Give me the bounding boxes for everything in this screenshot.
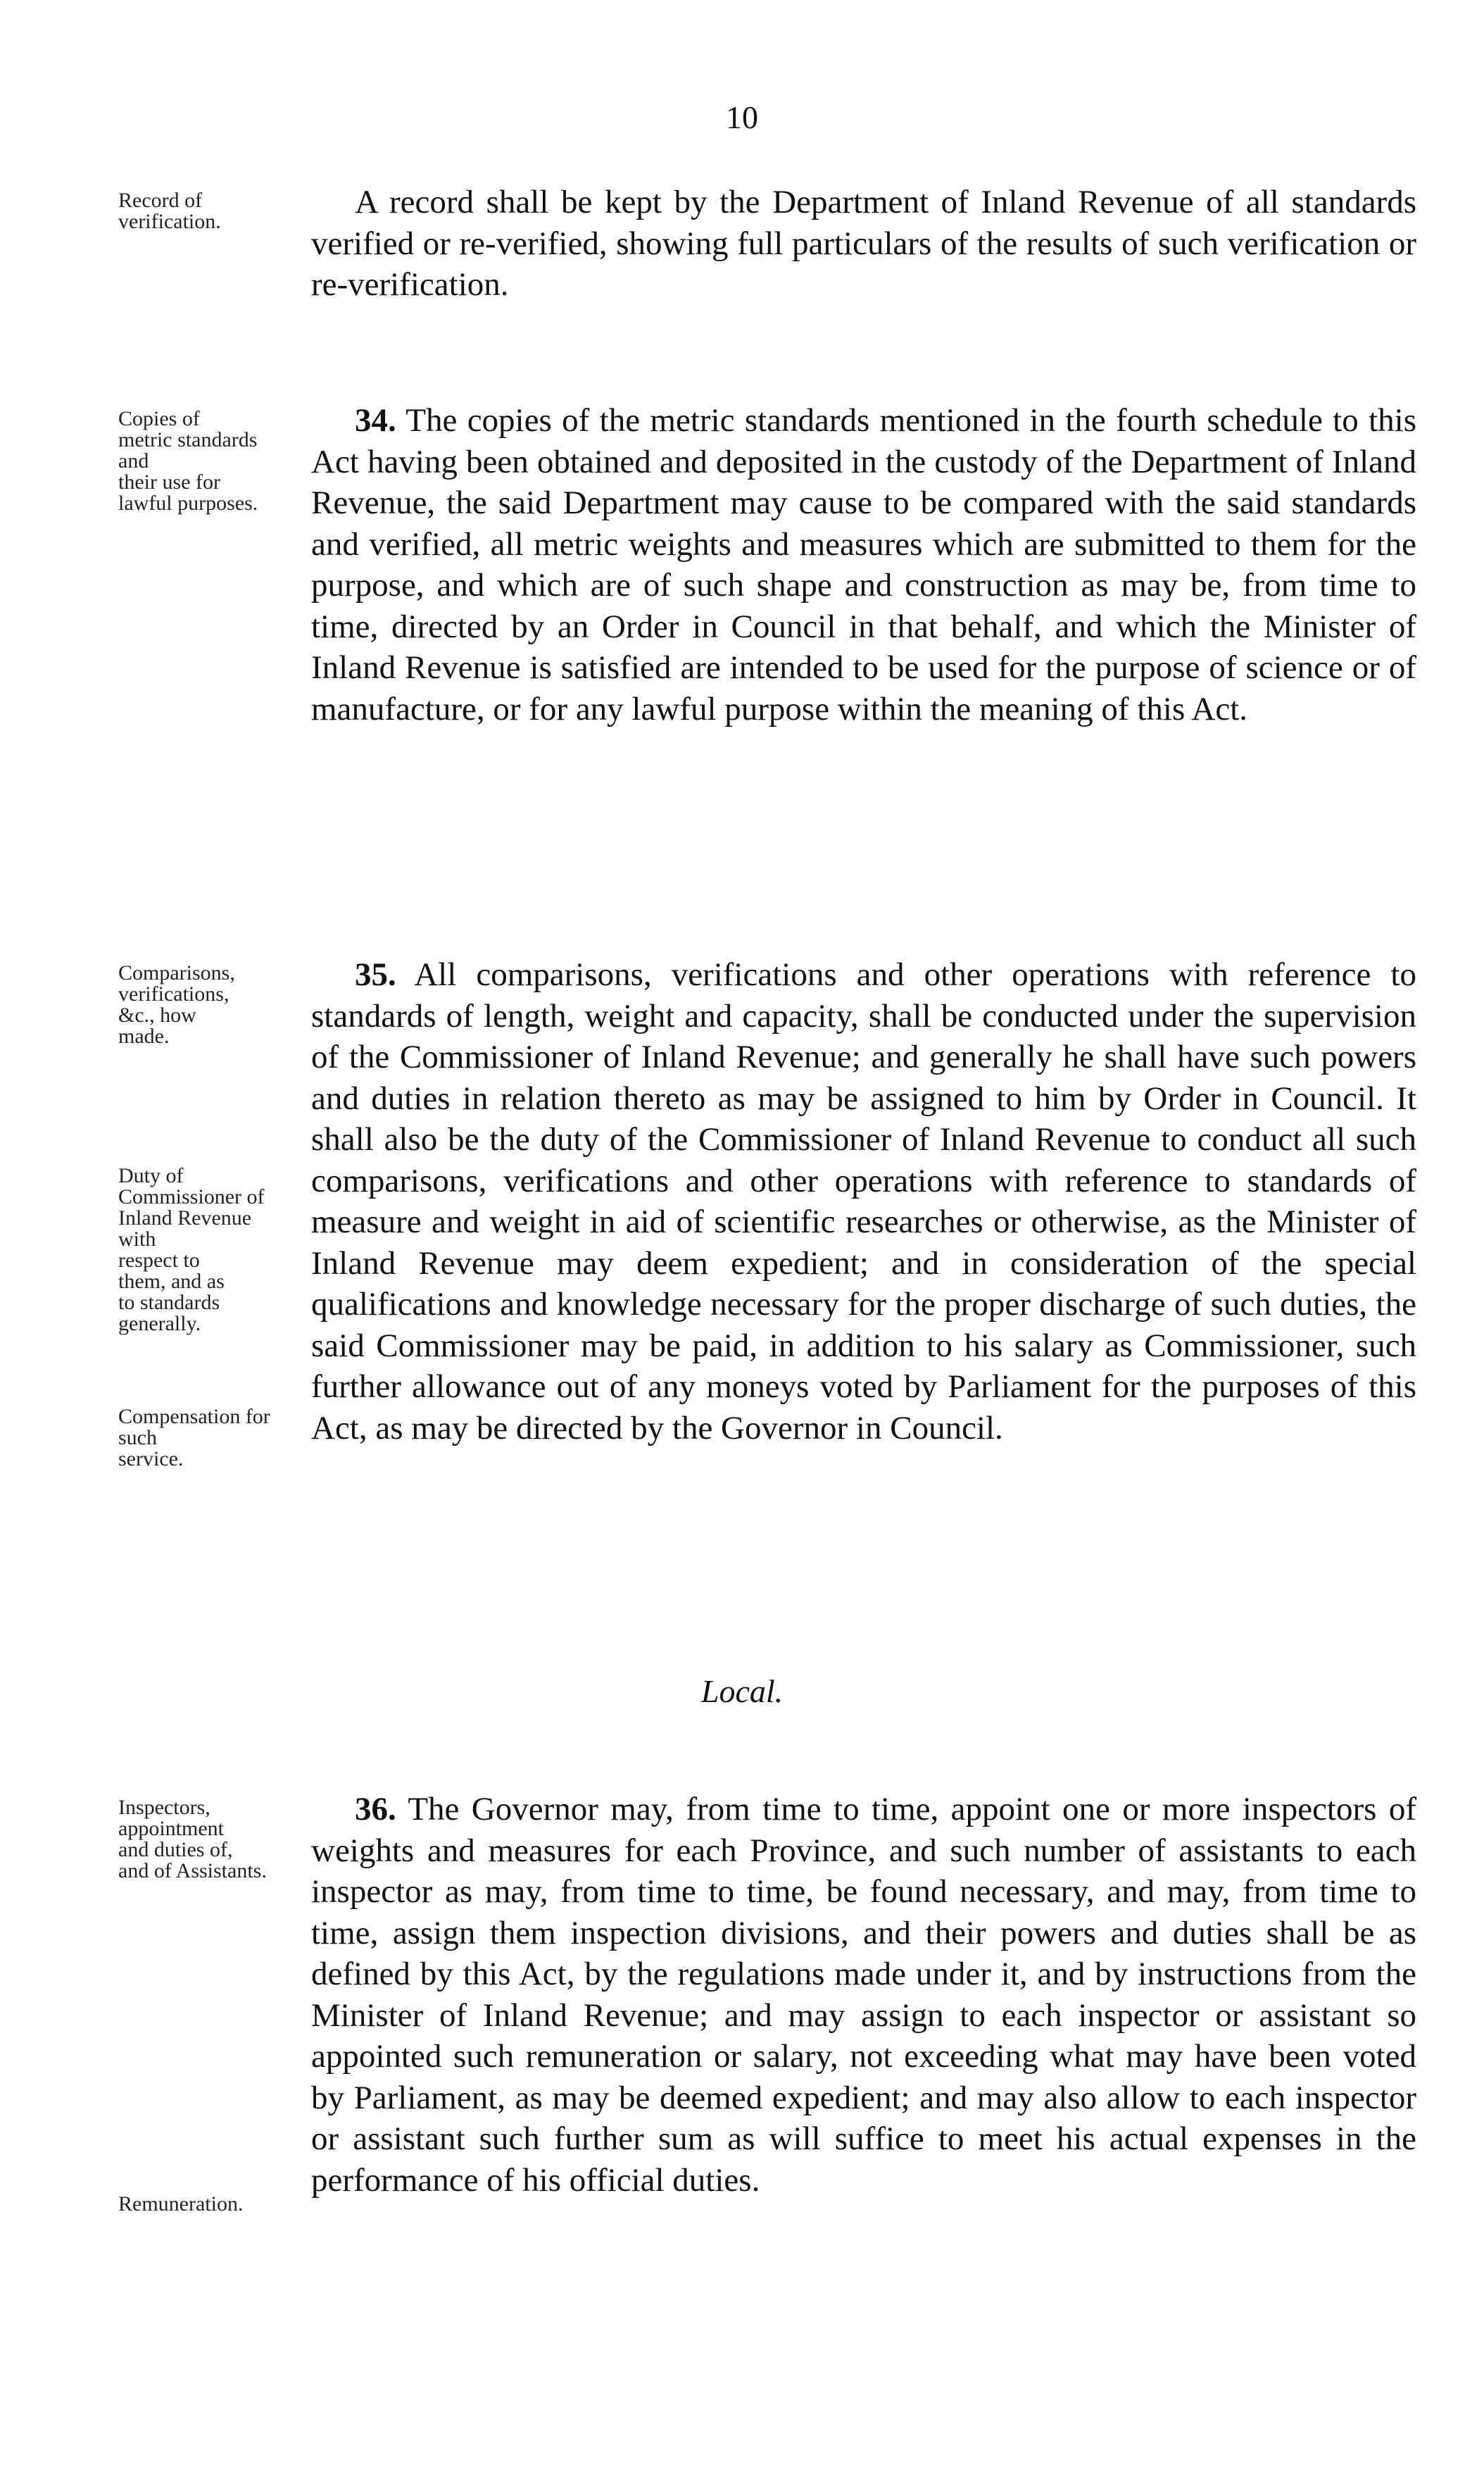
section-number: 35. — [355, 956, 396, 993]
margin-note: Record of verification. — [118, 189, 221, 233]
section-number: 34. — [355, 402, 396, 439]
section-number: 36. — [355, 1791, 396, 1827]
margin-note: Compensation for such service. — [118, 1405, 270, 1470]
section-text — [311, 182, 1416, 306]
margin-note: Remuneration. — [118, 2192, 244, 2215]
margin-note: Inspectors, appointment and duties of, and of Assistants. — [118, 1796, 267, 1882]
margin-note: Comparisons, verifications, &c., how made. — [118, 961, 235, 1048]
section-body: The copies of the metric standards mentioned in the fourth schedule to this Act having been obtained and deposited in the custody of the Department of Inland Revenue, the said Department may cause to be compared with the said standards and verified, all metric weights and measures which are submitted to them for the purpose, and which are of such shape and construction as may be, from time to time, directed by an Order in Council in that behalf, and which the Minister of Inland Revenue is satisfied are intended to be used for the purpose of science or of manufacture, or for any lawful purpose within the meaning of this Act. — [311, 402, 1416, 727]
page-number: 10 — [726, 99, 758, 135]
section-body: A record shall be kept by the Department of Inland Revenue of all standards verified or re-verified, showing full particulars of the results of such verification or re-verification. — [311, 184, 1416, 303]
section-text — [311, 1789, 1416, 2201]
section-body: All comparisons, verifications and other operations with reference to standards of length, weight and capacity, shall be conducted under the supervision of the Commissioner of Inland Revenue; and generally he shall have such powers and duties in relation thereto as may be assigned to him by Order in Council. It shall also be the duty of the Commissioner of Inland Revenue to conduct all such comparisons, verifications and other operations with reference to standards of measure and weight in aid of scientific researches or otherwise, as the Minister of Inland Revenue may deem expedient; and in consideration of the special qualifications and knowledge necessary for the proper discharge of such duties, the said Commissioner may be paid, in addition to his salary as Commissioner, such further allowance out of any moneys voted by Parliament for the purposes of this Act, as may be directed by the Governor in Council. — [311, 956, 1416, 1446]
section-body: The Governor may, from time to time, appoint one or more inspectors of weights and measures for each Province, and such number of assistants to each inspector as may, from time to time, be found necessary, and may, from time to time, assign them inspection divisions, and their powers and duties shall be as defined by this Act, by the regulations made under it, and by instructions from the Minister of Inland Revenue; and may assign to each inspector or assistant so appointed such remuneration or salary, not exceeding what may have been voted by Parliament, as may be deemed expedient; and may also allow to each inspector or assistant such further sum as will suffice to meet his actual expenses in the performance of his official duties. — [311, 1791, 1416, 2199]
margin-note: Duty of Commissioner of Inland Revenue with respect to them, and as to standards generally. — [118, 1164, 265, 1335]
section-heading-local: Local. — [700, 1673, 784, 1709]
margin-note: Copies of metric standards and their use for lawful purposes. — [118, 407, 258, 515]
section-text — [311, 400, 1416, 730]
section-text — [311, 954, 1416, 1449]
